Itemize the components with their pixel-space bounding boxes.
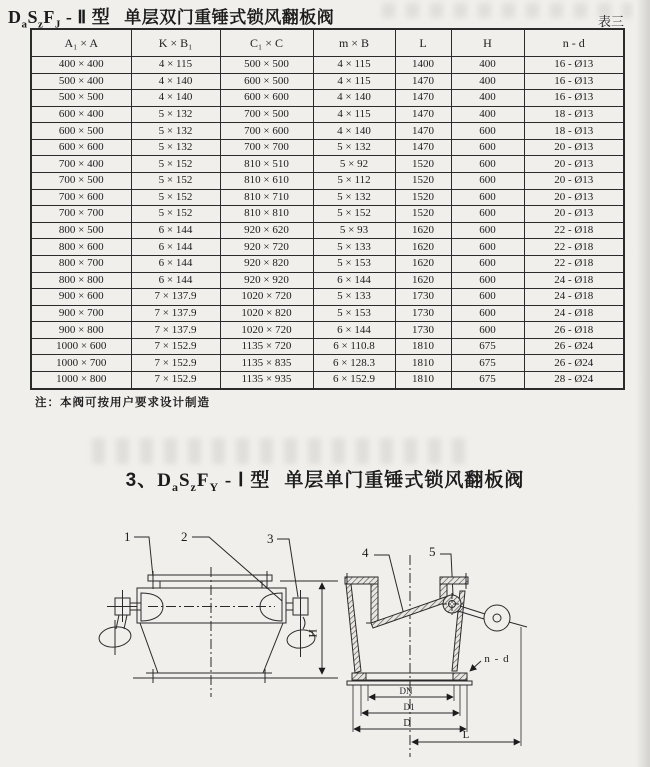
table-cell: 600 × 600 — [220, 90, 313, 107]
table-cell: 600 — [451, 255, 524, 272]
table-cell: 600 — [451, 272, 524, 289]
table-row — [31, 322, 624, 339]
table-cell: 1000 × 800 — [31, 371, 131, 389]
table-cell: 920 × 720 — [220, 239, 313, 256]
table-row — [31, 222, 624, 239]
table-cell: 600 — [451, 189, 524, 206]
table-cell: 1470 — [395, 123, 451, 140]
side-view — [98, 537, 338, 697]
table-cell: 5 × 112 — [313, 173, 395, 190]
table-cell: 1020 × 720 — [220, 289, 313, 306]
table-cell: 7 × 152.9 — [131, 355, 220, 372]
column-header: m × B — [313, 29, 395, 57]
table-cell: 16 - Ø13 — [524, 57, 624, 74]
table-cell: 20 - Ø13 — [524, 139, 624, 156]
table-cell: 28 - Ø24 — [524, 371, 624, 389]
table-cell: 5 × 133 — [313, 239, 395, 256]
table-cell: 7 × 137.9 — [131, 322, 220, 339]
table-header-row — [31, 29, 624, 57]
callout-3-label: 3 — [267, 531, 274, 546]
table-cell: 1000 × 700 — [31, 355, 131, 372]
model-designation: $D_aS_zF_Y$ - Ⅰ 型 — [157, 470, 271, 494]
table-cell: 1810 — [395, 355, 451, 372]
table-cell: 400 — [451, 106, 524, 123]
table-cell: 20 - Ø13 — [524, 206, 624, 223]
table-cell: 600 — [451, 206, 524, 223]
valve-name: 单层单门重锤式锁风翻板阀 — [284, 470, 525, 491]
table-cell: 600 × 500 — [31, 123, 131, 140]
table-cell: 600 × 400 — [31, 106, 131, 123]
table-cell: 6 × 152.9 — [313, 371, 395, 389]
table-cell: 4 × 115 — [313, 106, 395, 123]
table-cell: 400 — [451, 57, 524, 74]
outer-wall-left — [346, 584, 361, 673]
table-cell: 500 × 500 — [31, 90, 131, 107]
table-cell: 7 × 152.9 — [131, 338, 220, 355]
table-cell: 5 × 152 — [131, 189, 220, 206]
inlet-flange-right — [440, 577, 468, 584]
dim-d1-label: D1 — [403, 702, 415, 712]
table-row — [31, 272, 624, 289]
table-cell: 6 × 144 — [131, 255, 220, 272]
table-cell: 600 — [451, 222, 524, 239]
table-cell: 600 — [451, 123, 524, 140]
table-cell: 1810 — [395, 371, 451, 389]
table-cell: 4 × 140 — [131, 73, 220, 90]
table-cell: 6 × 128.3 — [313, 355, 395, 372]
table-cell: 24 - Ø18 — [524, 289, 624, 306]
dimension-table — [30, 28, 625, 390]
table-cell: 400 — [451, 90, 524, 107]
callout-5-label: 5 — [429, 544, 436, 559]
table-cell: 4 × 115 — [313, 57, 395, 74]
dim-dn-label: DN — [399, 686, 413, 696]
footnote: 注：本阀可按用户要求设计制造 — [35, 397, 210, 409]
table-cell: 920 × 820 — [220, 255, 313, 272]
table-row — [31, 189, 624, 206]
table-cell: 1020 × 720 — [220, 322, 313, 339]
table-row — [31, 289, 624, 306]
table-cell: 700 × 700 — [220, 139, 313, 156]
table-cell: 1520 — [395, 189, 451, 206]
table-cell: 1520 — [395, 156, 451, 173]
table-cell: 5 × 153 — [313, 305, 395, 322]
table-cell: 1730 — [395, 322, 451, 339]
table-cell: 675 — [451, 338, 524, 355]
table-cell: 5 × 152 — [131, 156, 220, 173]
table-cell: 1470 — [395, 139, 451, 156]
table-cell: 1520 — [395, 173, 451, 190]
column-header: n - d — [524, 29, 624, 57]
table-number-label: 表三 — [597, 14, 624, 29]
table-cell: 4 × 115 — [131, 57, 220, 74]
table-cell: 26 - Ø24 — [524, 338, 624, 355]
table-cell: 1000 × 600 — [31, 338, 131, 355]
table-cell: 5 × 152 — [131, 173, 220, 190]
table-cell: 1135 × 720 — [220, 338, 313, 355]
table-cell: 700 × 500 — [31, 173, 131, 190]
table-cell: 600 — [451, 289, 524, 306]
table-cell: 5 × 152 — [313, 206, 395, 223]
dim-h-label: H — [306, 629, 320, 638]
table-cell: 1400 — [395, 57, 451, 74]
column-header: A₁ × A — [31, 29, 131, 57]
table-cell: 6 × 144 — [313, 322, 395, 339]
table-cell: 1470 — [395, 73, 451, 90]
table-row — [31, 206, 624, 223]
callout-2-label: 2 — [181, 529, 188, 544]
callout-4-label: 4 — [362, 545, 369, 560]
weight-stem-right — [303, 617, 305, 629]
model-designation: $D_aS_zF_J$ - Ⅱ 型 — [8, 7, 111, 31]
table-cell: 20 - Ø13 — [524, 156, 624, 173]
table-cell: 16 - Ø13 — [524, 73, 624, 90]
section-number: 3、 — [125, 470, 158, 491]
table-row — [31, 73, 624, 90]
table-cell: 500 × 400 — [31, 73, 131, 90]
table-cell: 800 × 800 — [31, 272, 131, 289]
table-cell: 1810 — [395, 338, 451, 355]
column-header: C₁ × C — [220, 29, 313, 57]
table-cell: 1520 — [395, 206, 451, 223]
table-cell: 5 × 132 — [313, 189, 395, 206]
table-cell: 4 × 140 — [131, 90, 220, 107]
table-cell: 600 × 600 — [31, 139, 131, 156]
table-cell: 6 × 144 — [131, 239, 220, 256]
table-cell: 810 × 610 — [220, 173, 313, 190]
table-cell: 18 - Ø13 — [524, 106, 624, 123]
table-cell: 18 - Ø13 — [524, 123, 624, 140]
table-cell: 5 × 93 — [313, 222, 395, 239]
table-cell: 20 - Ø13 — [524, 173, 624, 190]
page-title — [8, 3, 334, 31]
table-cell: 800 × 500 — [31, 222, 131, 239]
table-cell: 5 × 132 — [131, 123, 220, 140]
table-cell: 5 × 152 — [131, 206, 220, 223]
table-cell: 920 × 620 — [220, 222, 313, 239]
table-cell: 20 - Ø13 — [524, 189, 624, 206]
column-header: K × B₁ — [131, 29, 220, 57]
n-d-arrow — [470, 661, 481, 671]
callout-1-leader — [134, 537, 153, 577]
table-cell: 4 × 140 — [313, 123, 395, 140]
table-cell: 700 × 600 — [220, 123, 313, 140]
table-cell: 900 × 600 — [31, 289, 131, 306]
table-cell: 5 × 153 — [313, 255, 395, 272]
table-row — [31, 106, 624, 123]
column-header: L — [395, 29, 451, 57]
table-cell: 24 - Ø18 — [524, 272, 624, 289]
table-cell: 1135 × 835 — [220, 355, 313, 372]
table-cell: 16 - Ø13 — [524, 90, 624, 107]
table-row — [31, 173, 624, 190]
table-cell: 1135 × 935 — [220, 371, 313, 389]
table-cell: 5 × 132 — [313, 139, 395, 156]
table-cell: 600 — [451, 305, 524, 322]
table-cell: 5 × 92 — [313, 156, 395, 173]
table-row — [31, 90, 624, 107]
inner-wall — [371, 584, 378, 623]
table-cell: 400 × 400 — [31, 57, 131, 74]
table-cell: 26 - Ø24 — [524, 355, 624, 372]
table-cell: 24 - Ø18 — [524, 305, 624, 322]
table-row — [31, 239, 624, 256]
table-cell: 7 × 137.9 — [131, 289, 220, 306]
table-row — [31, 355, 624, 372]
table-cell: 400 — [451, 73, 524, 90]
table-row — [31, 305, 624, 322]
dim-l-label: L — [462, 729, 470, 741]
table-cell: 810 × 810 — [220, 206, 313, 223]
table-cell: 700 × 400 — [31, 156, 131, 173]
table-cell: 22 - Ø18 — [524, 255, 624, 272]
table-row — [31, 255, 624, 272]
table-cell: 700 × 600 — [31, 189, 131, 206]
table-cell: 600 — [451, 239, 524, 256]
table-cell: 1730 — [395, 305, 451, 322]
table-cell: 600 — [451, 322, 524, 339]
table-cell: 1730 — [395, 289, 451, 306]
table-cell: 5 × 132 — [131, 139, 220, 156]
table-cell: 22 - Ø18 — [524, 239, 624, 256]
table-row — [31, 123, 624, 140]
valve-name: 单层双门重锤式锁风翻板阀 — [124, 8, 335, 27]
table-cell: 500 × 500 — [220, 57, 313, 74]
section-title — [0, 465, 650, 495]
table-cell: 1020 × 820 — [220, 305, 313, 322]
table-cell: 900 × 800 — [31, 322, 131, 339]
table-cell: 7 × 137.9 — [131, 305, 220, 322]
table-cell: 1620 — [395, 239, 451, 256]
bleed-through-artifact — [382, 3, 632, 18]
table-cell: 26 - Ø18 — [524, 322, 624, 339]
table-cell: 1470 — [395, 90, 451, 107]
callout-1-label: 1 — [124, 529, 131, 544]
callout-2-leader — [192, 537, 282, 601]
table-row — [31, 139, 624, 156]
table-cell: 810 × 710 — [220, 189, 313, 206]
table-cell: 1620 — [395, 255, 451, 272]
table-row — [31, 338, 624, 355]
table-cell: 900 × 700 — [31, 305, 131, 322]
table-cell: 4 × 115 — [313, 73, 395, 90]
table-cell: 6 × 110.8 — [313, 338, 395, 355]
table-row — [31, 156, 624, 173]
table-cell: 4 × 140 — [313, 90, 395, 107]
inlet-flange-left — [345, 577, 378, 584]
table-cell: 6 × 144 — [131, 272, 220, 289]
table-row — [31, 57, 624, 74]
table-cell: 800 × 600 — [31, 239, 131, 256]
n-d-label: n - d — [484, 653, 510, 665]
table-cell: 1470 — [395, 106, 451, 123]
table-cell: 22 - Ø18 — [524, 222, 624, 239]
table-cell: 5 × 133 — [313, 289, 395, 306]
table-cell: 1620 — [395, 272, 451, 289]
table-cell: 700 × 500 — [220, 106, 313, 123]
table-cell: 600 — [451, 156, 524, 173]
table-cell: 675 — [451, 371, 524, 389]
column-header: H — [451, 29, 524, 57]
table-row — [31, 371, 624, 389]
table-cell: 6 × 144 — [131, 222, 220, 239]
table-cell: 5 × 132 — [131, 106, 220, 123]
table-cell: 810 × 510 — [220, 156, 313, 173]
bleed-through-artifact — [92, 438, 472, 464]
table-cell: 700 × 700 — [31, 206, 131, 223]
table-cell: 600 — [451, 139, 524, 156]
table-cell: 800 × 700 — [31, 255, 131, 272]
table-cell: 600 — [451, 173, 524, 190]
dim-d-label: D — [403, 718, 411, 729]
valve-technical-drawing — [0, 505, 650, 767]
table-cell: 7 × 152.9 — [131, 371, 220, 389]
table-cell: 6 × 144 — [313, 272, 395, 289]
table-cell: 600 × 500 — [220, 73, 313, 90]
table-cell: 675 — [451, 355, 524, 372]
table-cell: 920 × 920 — [220, 272, 313, 289]
table-cell: 1620 — [395, 222, 451, 239]
